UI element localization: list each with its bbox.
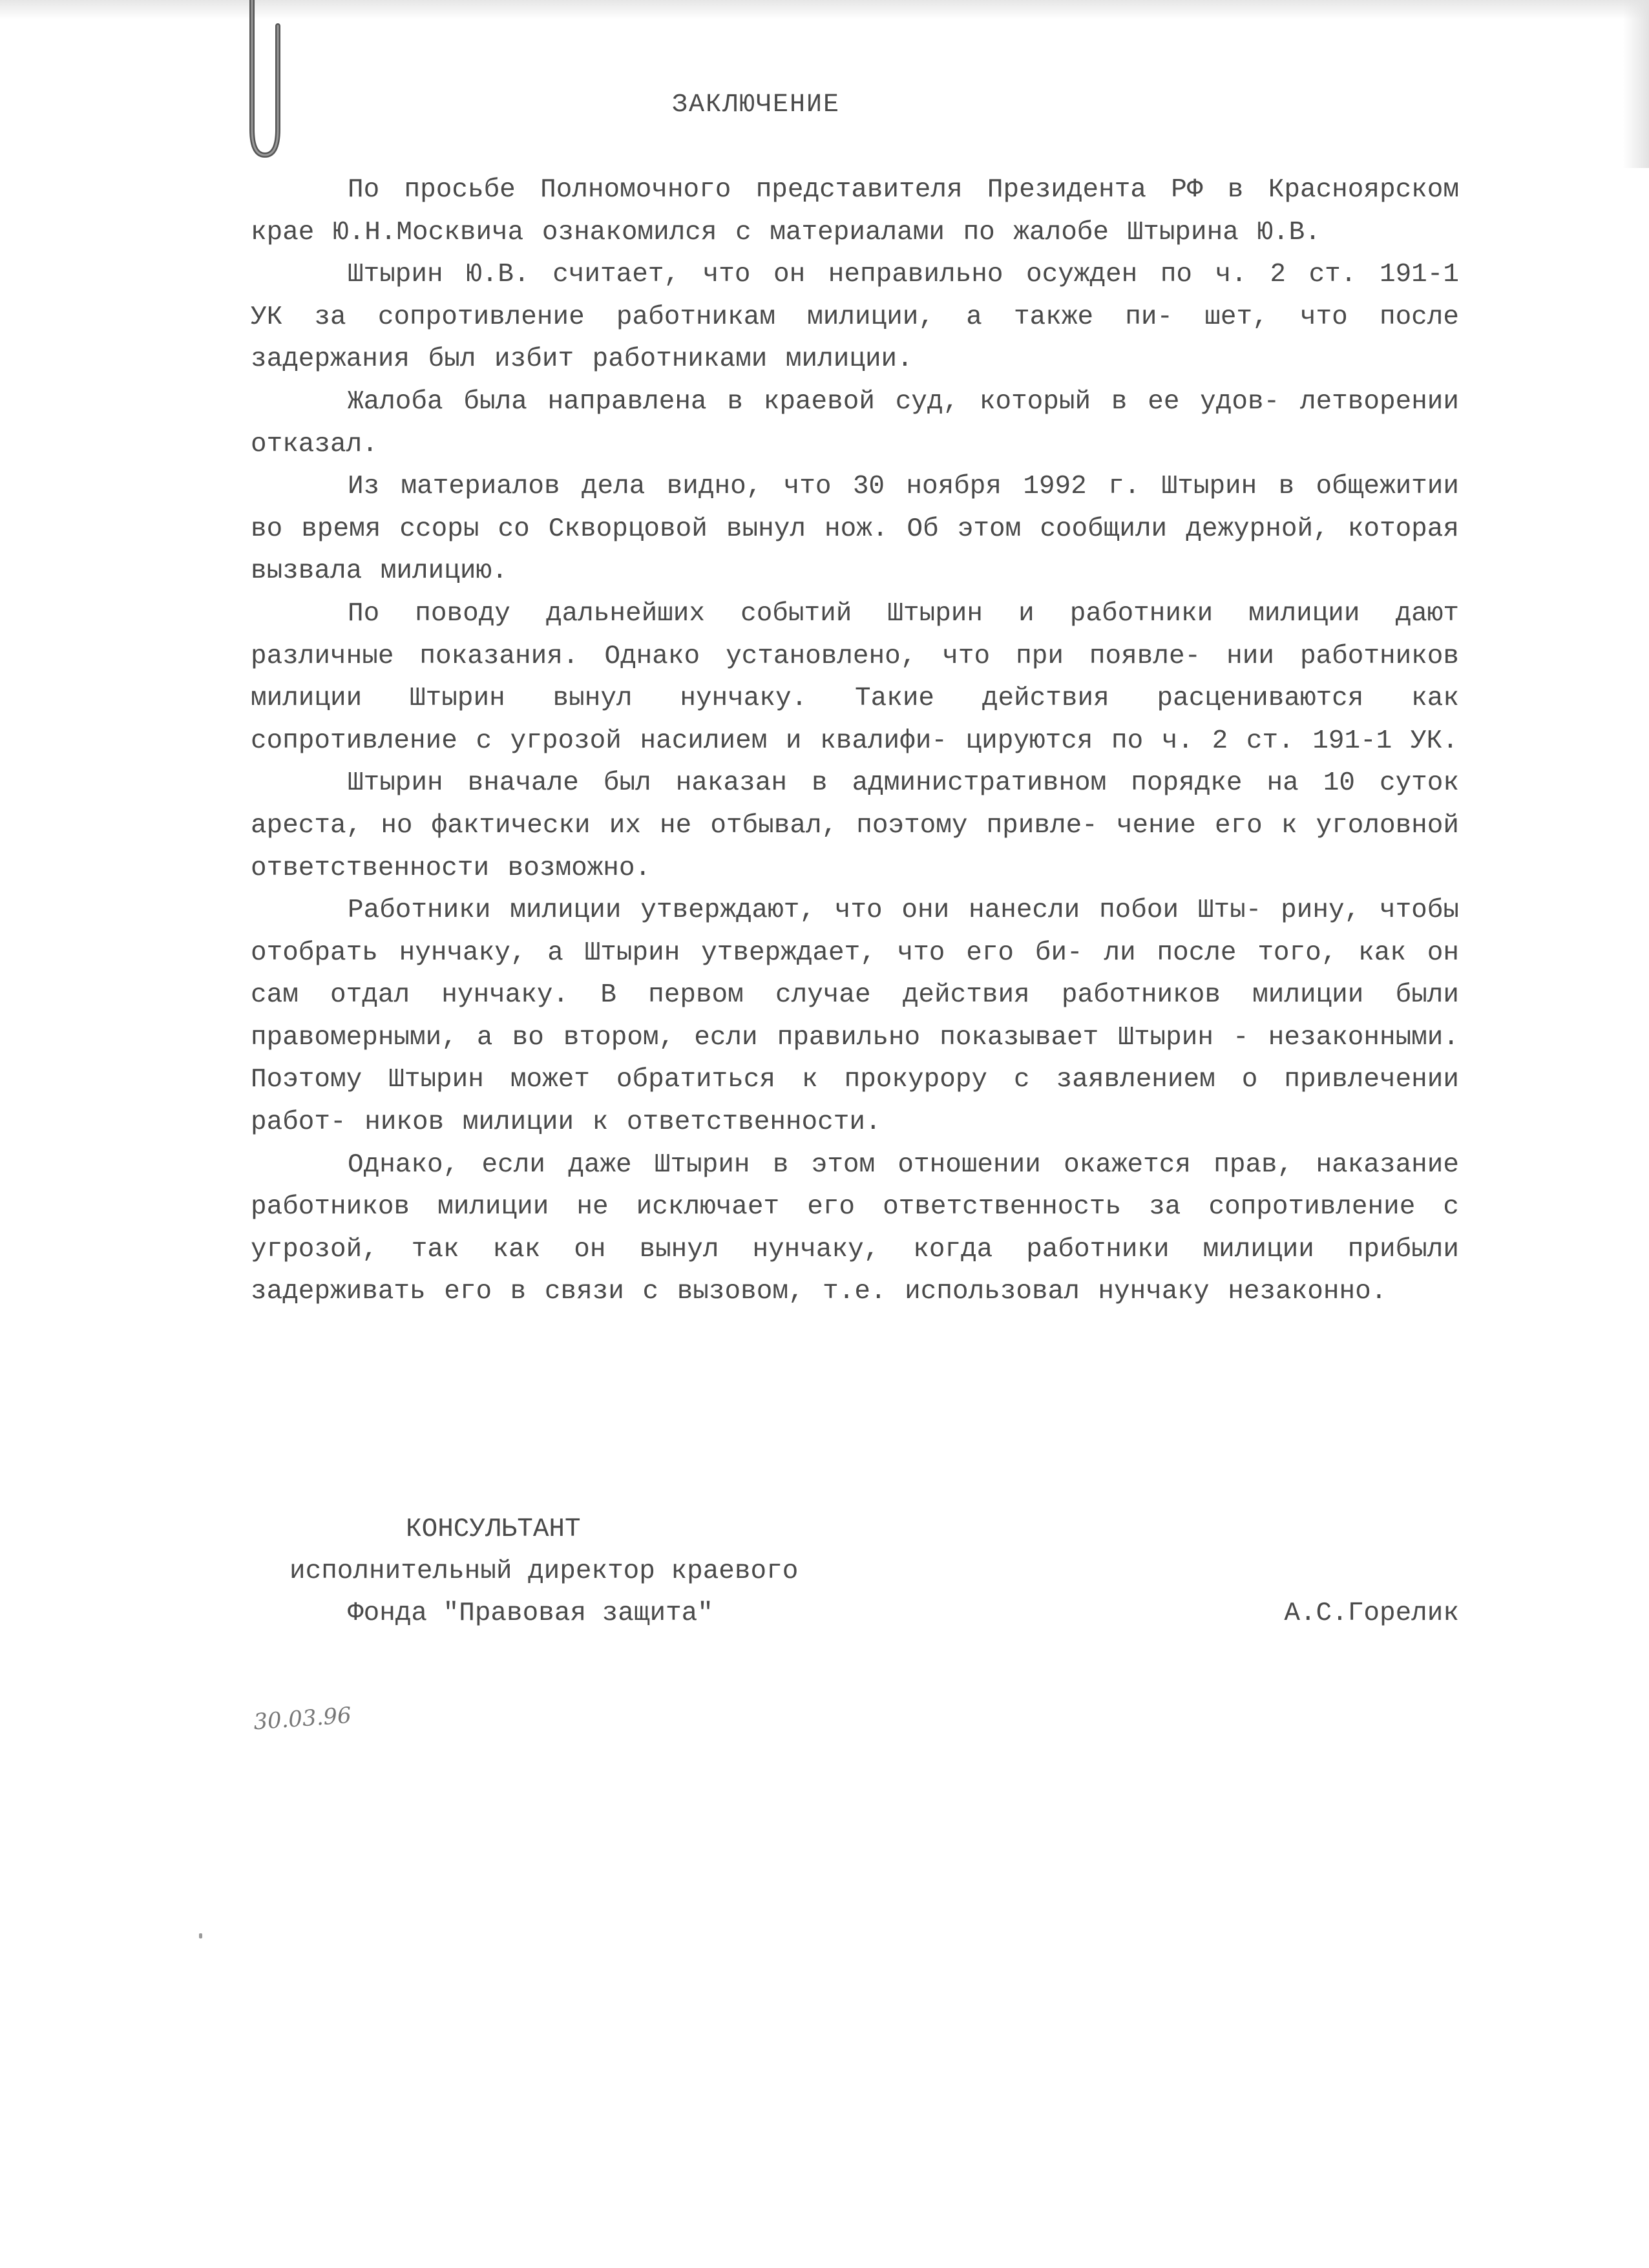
handwritten-date xyxy=(251,1696,393,1735)
signer-name: А.С.Горелик xyxy=(1284,1599,1459,1628)
paragraph: Штырин вначале был наказан в административном порядке на 10 суток ареста, но фактически их не отбывал, поэтому привле- чение его к уголовной ответственности возможно. xyxy=(251,768,1459,883)
paragraph: Работники милиции утверждают, что они нанесли побои Шты- рину, чтобы отобрать нунчаку, а Штырин утверждает, что его би- ли после того, как он сам отдал нунчаку. В первом случае действия работников милиции были правомерными, а во втором, если правильно показывает Штырин - незаконными. Поэтому Штырин может обратиться к прокурору с заявлением о привлечении работ- ников милиции к ответственности. xyxy=(251,896,1459,1138)
signer-organization: Фонда "Правовая защита" xyxy=(348,1599,713,1628)
paragraph: Однако, если даже Штырин в этом отношении окажется прав, наказание работников милиции не исключает его ответственность за сопротивление с угрозой, так как он вынул нунчаку, когда работники милиции прибыли задерживать его в связи с вызовом, т.е. использовал нунчаку незаконно. xyxy=(251,1150,1459,1307)
paragraph: По просьбе Полномочного представителя Президента РФ в Красноярском крае Ю.Н.Москвича ознакомился с материалами по жалобе Штырина Ю.В. xyxy=(251,175,1459,247)
paragraph: По поводу дальнейших событий Штырин и работники милиции дают различные показания. Однако установлено, что при появле- нии работников милиции Штырин вынул нунчаку. Такие действия расцениваются как сопротивление с угрозой насилием и квалифи- цируются по ч. 2 ст. 191-1 УК. xyxy=(251,598,1459,756)
paragraph: Штырин Ю.В. считает, что он неправильно осужден по ч. 2 ст. 191-1 УК за сопротивление работникам милиции, а также пи- шет, что после задержания был избит работниками милиции. xyxy=(251,260,1459,375)
paragraph: Жалоба была направлена в краевой суд, который в ее удов- летворении отказал. xyxy=(251,386,1459,459)
document-title: ЗАКЛЮЧЕНИЕ xyxy=(671,90,841,120)
scan-shadow-right xyxy=(1623,0,1649,168)
paper-clip-icon xyxy=(233,0,291,168)
paragraph: Из материалов дела видно, что 30 ноября 1992 г. Штырин в общежитии во время ссоры со Скворцовой вынул нож. Об этом сообщили дежурной, которая вызвала милицию. xyxy=(251,472,1459,587)
signer-role: КОНСУЛЬТАНТ xyxy=(406,1515,581,1544)
document-body xyxy=(251,169,1459,1314)
scan-speck xyxy=(199,1933,202,1938)
signer-position: исполнительный директор краевого xyxy=(289,1557,799,1586)
signature-block xyxy=(251,1509,1459,1635)
handwritten-date-text: 30.03.96 xyxy=(253,1702,352,1735)
